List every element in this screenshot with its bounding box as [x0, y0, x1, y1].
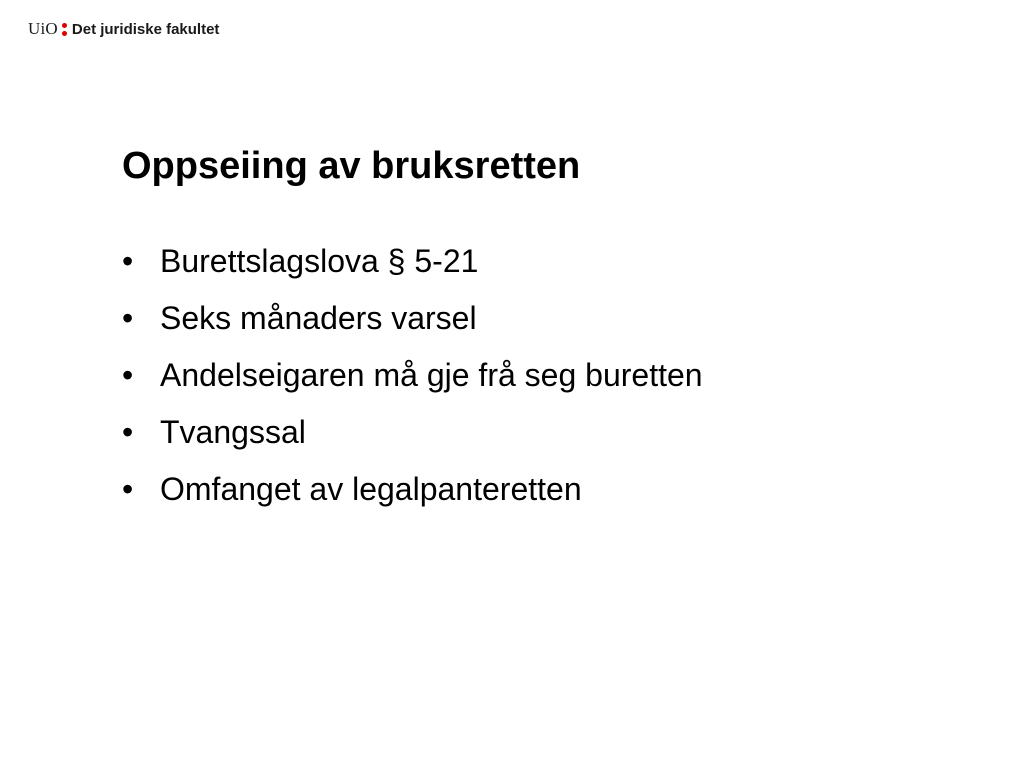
bullet-icon: •	[122, 357, 134, 393]
bullet-list	[122, 237, 703, 522]
header	[28, 16, 219, 42]
bullet-icon: •	[122, 300, 134, 336]
list-item	[122, 351, 703, 408]
list-item	[122, 465, 703, 522]
list-item-text: Omfanget av legalpanteretten	[160, 471, 582, 507]
logo-dot-top	[62, 23, 67, 28]
faculty-name: Det juridiske fakultet	[71, 20, 220, 38]
slide-title: Oppseiing av bruksretten	[122, 145, 581, 187]
uio-logo-dots-icon	[62, 23, 67, 36]
uio-logo-text: UiO	[28, 19, 58, 38]
list-item	[122, 237, 703, 294]
list-item-text: Burettslagslova § 5-21	[160, 243, 479, 279]
list-item-text: Andelseigaren må gje frå seg buretten	[160, 357, 703, 393]
bullet-icon: •	[122, 414, 134, 450]
list-item-text: Seks månaders varsel	[160, 300, 477, 336]
bullet-icon: •	[122, 471, 134, 507]
list-item	[122, 408, 703, 465]
list-item-text: Tvangssal	[160, 414, 306, 450]
bullet-icon: •	[122, 243, 134, 279]
logo-dot-bottom	[62, 31, 67, 36]
list-item	[122, 294, 703, 351]
